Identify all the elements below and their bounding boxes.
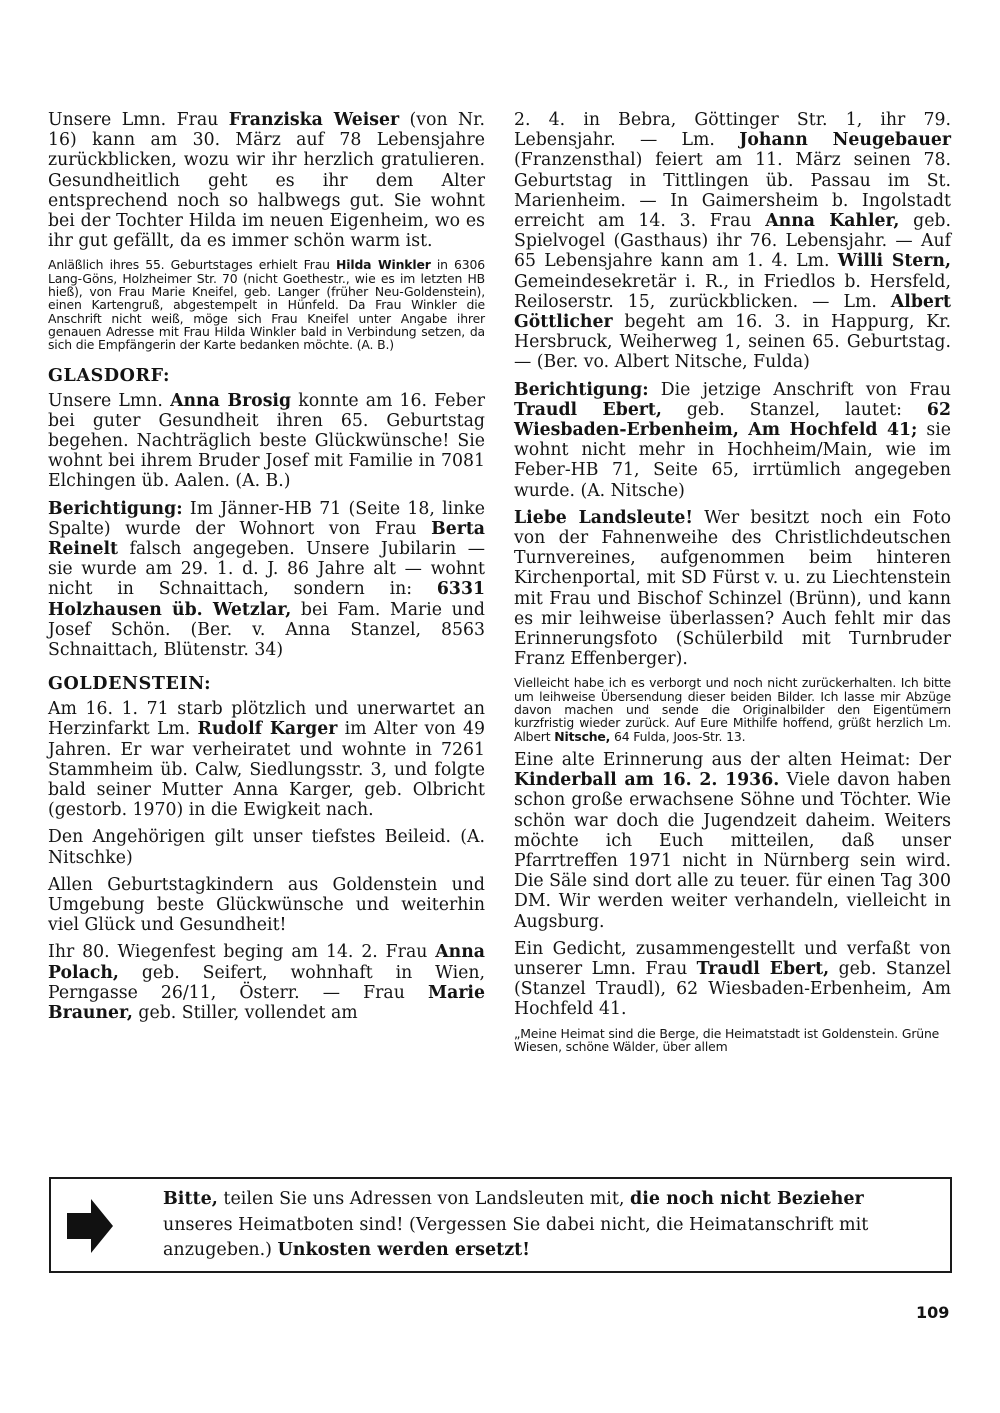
person-name: Hilda Winkler <box>336 257 431 273</box>
person-name: Berta Reinelt <box>48 518 485 559</box>
section-heading-goldenstein: GOLDENSTEIN: <box>48 674 212 695</box>
text: Wer besitzt noch ein Foto von der Fahnenweihe des Christlichdeutschen Turnvereines, aufgenommen beim hinteren Kirchenportal, mit SD Fürst v. u. zu Liechtenstein mit Frau und Bischof Schinzel (Brünn), und kann es mir leihweise überlassen? Auch fehlt mir das Erinnerungsfoto (Schülerbild mit Turnbruder Franz Effenberger). <box>514 507 951 670</box>
label: Berichtigung: <box>48 498 183 519</box>
text: Ein Gedicht, zusammengestellt und verfaßt von unserer Lmn. Frau <box>514 938 951 979</box>
article-polach <box>48 942 485 1023</box>
person-name: Anna Kahler, <box>765 211 900 232</box>
text: begeht am 16. 3. in Happurg, Kr. Hersbruck, Weiherweg 1, seinen 65. Geburtstag. — (Ber. vo. Albert Nitsche, Fulda) <box>514 312 951 373</box>
article-photo-request <box>514 676 951 742</box>
person-name: Marie Brauner, <box>48 982 485 1023</box>
arrow-right-icon <box>65 1199 115 1253</box>
article-liebe-landsleute <box>514 508 951 670</box>
article-kinderball <box>514 750 951 932</box>
person-name: Anna Polach, <box>48 942 485 983</box>
text: in 6306 Lang-Göns, Holzheimer Str. 70 (nicht Goethestr., wie es im letzten HB hieß), von Frau Marie Kneifel, geb. Langer (früher Neu-Goldenstein), einen Kartengruß, abgestempelt in Hünfeld. Da Frau Winkler die Anschrift nicht weiß, möge sich Frau Kneifel unter Angabe ihrer genauen Adresse mit Frau Hilda Winkler bald in Verbindung setzen, da sich die Empfängerin der Karte bedanken möchte. (A. B.) <box>48 257 485 353</box>
person-name: Nitsche, <box>554 728 611 744</box>
text: Ihr 80. Wiegenfest beging am 14. 2. Frau <box>48 942 436 963</box>
text: Bitte, <box>163 1189 218 1209</box>
person-name: Traudl Ebert, <box>696 959 830 979</box>
text: im Alter von 49 Jahren. Er war verheiratet und wohnte in 7261 Stammheim üb. Calw, Siedlungsstr. 3, und folgte bald seiner Mutter Anna Karger, geb. Olbricht (gestorb. 1970) in die Ewigkeit nach. <box>48 719 485 821</box>
article-condolence: Den Angehörigen gilt unser tiefstes Beileid. (A. Nitschke) <box>48 827 485 868</box>
left-column <box>48 110 485 1030</box>
notice-box <box>49 1177 952 1273</box>
article-berichtigung-reinelt <box>48 499 485 661</box>
text: Anläßlich ihres 55. Geburtstages erhielt Frau <box>48 257 337 273</box>
person-name: Franziska Weiser <box>228 110 400 130</box>
text: Gemeindesekretär i. R., in Friedlos b. Hersfeld, Reiloserstr. 15, zurückblicken. — Lm. <box>514 271 951 312</box>
text: unseres Heimatboten sind! (Vergessen Sie dabei nicht, die Heimatanschrift mit anzugeben.) <box>163 1214 869 1260</box>
text: Eine alte Erinnerung aus der alten Heimat: Der <box>514 749 951 770</box>
text: Am 16. 1. 71 starb plötzlich und unerwartet an Herzinfarkt Lm. <box>48 699 485 740</box>
label: Berichtigung: <box>514 379 649 400</box>
text: Die jetzige Anschrift von Frau <box>648 379 951 400</box>
person-name: Johann Neugebauer <box>739 130 951 151</box>
text: Vielleicht habe ich es verborgt und noch nicht zurückerhalten. Ich bitte um leihweise Übersendung dieser beiden Bilder. Ich lasse mir Abzüge davon machen und sende die Originalbilder den Eigentümern kurzfristig wieder zurück. Auf Eure Mithilfe hoffend, grüßt herzlich Lm. Albert <box>514 675 951 744</box>
text: bei Fam. Marie und Josef Schön. (Ber. v. Anna Stanzel, 8563 Schnaittach, Blütenstr. 34) <box>48 599 485 660</box>
address: 62 Wiesbaden-Erbenheim, Am Hochfeld 41; <box>514 399 951 441</box>
person-name: Anna Brosig <box>170 390 292 411</box>
article-berichtigung-ebert <box>514 380 951 501</box>
text: Viele davon haben schon große erwachsene Söhne und Töchter. Wie schön war doch die Jugendzeit daheim. Weiters möchte ich Euch mitteilen, daß unser Pfarrtreffen 1971 nicht in Nürnberg sein wird. Die Säle sind dort alle zu teuer. für einen Tag 300 DM. Wir werden weiter verhandeln, vielleicht in Augsburg. <box>514 770 951 932</box>
label: Liebe Landsleute! <box>514 507 694 528</box>
text: geb. Seifert, wohnhaft in Wien, Perngasse 26/11, Österr. — Frau <box>48 962 485 1003</box>
address: 6331 Holzhausen üb. Wetzlar, <box>48 579 485 620</box>
article-weiser <box>48 110 485 251</box>
text: 2. 4. in Bebra, Göttinger Str. 1, ihr 79. Lebensjahr. — Lm. <box>514 110 951 151</box>
text: sie wohnt nicht mehr in Hochheim/Main, wie im Feber-HB 71, Seite 65, irrtümlich angegeben wurde. (A. Nitsche) <box>514 420 951 501</box>
text: geb. Stiller, vollendet am <box>132 1002 358 1023</box>
person-name: Albert Göttlicher <box>514 291 951 333</box>
text: geb. Spielvogel (Gasthaus) ihr 76. Lebensjahr. — Auf 65 Lebensjahre kann am 1. 4. Lm. <box>514 211 951 272</box>
text: konnte am 16. Feber bei guter Gesundheit ihren 65. Geburtstag begehen. Nachträglich beste Glückwünsche! Sie wohnt bei ihrem Bruder Josef mit Familie in 7081 Elchingen üb. Aalen. (A. B.) <box>48 390 485 492</box>
text: (von Nr. 16) kann am 30. März auf 78 Lebensjahre zurückblicken, wozu wir ihr herzlich gratulieren. Gesundheitlich geht es ihr dem Alter entsprechend noch so halbwegs gut. Sie wohnt bei der Tochter Hilda im neuen Eigenheim, wo es ihr gut gefällt, da es immer schön warm ist. <box>48 110 485 252</box>
article-karger <box>48 699 485 820</box>
event: Kinderball am 16. 2. 1936. <box>514 770 780 791</box>
text: falsch angegeben. Unsere Jubilarin — sie wurde am 29. 1. d. J. 86 Jahre alt — wohnt nicht in Schnaittach, sondern in: <box>48 538 485 600</box>
article-birthdays-continued <box>514 110 951 373</box>
section-heading-glasdorf: GLASDORF: <box>48 365 171 386</box>
person-name: Traudl Ebert, <box>514 399 662 420</box>
article-birthday-wishes: Allen Geburtstagkindern aus Goldenstein und Umgebung beste Glückwünsche und weiterhin viel Glück und Gesundheit! <box>48 874 485 936</box>
right-column <box>514 110 951 1060</box>
article-winkler <box>48 258 485 351</box>
text: die noch nicht Bezieher <box>630 1189 864 1209</box>
text: geb. Stanzel (Stanzel Traudl), 62 Wiesbaden-Erbenheim, Am Hochfeld 41. <box>514 959 951 1020</box>
notice-text <box>163 1187 933 1264</box>
text: Unsere Lmn. Frau <box>48 110 229 130</box>
text: Im Jänner-HB 71 (Seite 18, linke Spalte) wurde der Wohnort von Frau <box>48 498 485 539</box>
text: 64 Fulda, Joos-Str. 13. <box>610 728 746 744</box>
page-number: 109 <box>916 1303 950 1322</box>
text: (Franzensthal) feiert am 11. März seinen 78. Geburtstag in Tittlingen üb. Passau im St. Marienheim. — In Gaimersheim b. Ingolstadt erreicht am 14. 3. Frau <box>514 150 951 232</box>
text: geb. Stanzel, lautet: <box>661 399 927 420</box>
person-name: Rudolf Karger <box>197 719 338 740</box>
article-poem-intro <box>514 939 951 1020</box>
text: Unkosten werden ersetzt! <box>277 1240 530 1260</box>
poem-excerpt: „Meine Heimat sind die Berge, die Heimatstadt ist Goldenstein. Grüne Wiesen, schöne Wälder, über allem <box>514 1025 940 1054</box>
article-brosig <box>48 391 485 492</box>
person-name: Willi Stern, <box>837 251 951 272</box>
text: Unsere Lmn. <box>48 390 171 411</box>
text: teilen Sie uns Adressen von Landsleuten mit, <box>217 1189 631 1209</box>
